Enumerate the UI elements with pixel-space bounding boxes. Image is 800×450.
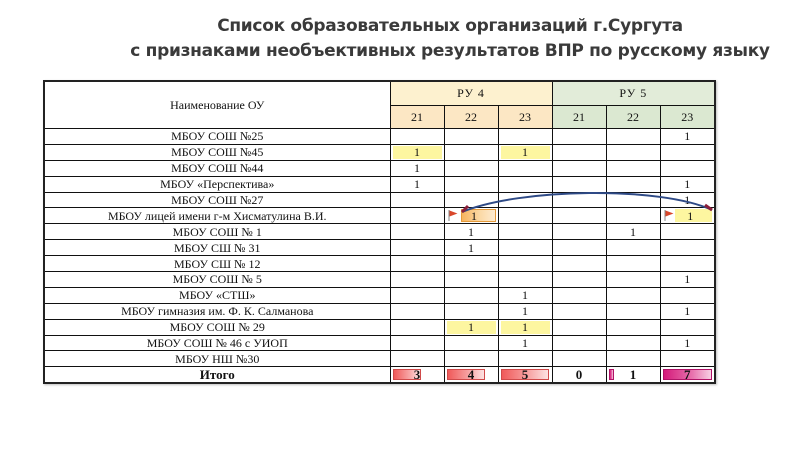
value-cell <box>498 319 552 335</box>
value-cell <box>660 272 715 288</box>
school-name: МБОУ СОШ № 46 с УИОП <box>44 335 390 351</box>
cell-value: 1 <box>414 145 420 160</box>
value-cell <box>552 272 606 288</box>
total-value: 4 <box>467 366 475 382</box>
value-cell <box>444 160 498 176</box>
value-cell <box>444 303 498 319</box>
table-row <box>44 129 715 145</box>
value-cell <box>606 208 660 224</box>
value-cell <box>498 176 552 192</box>
group-header-ru5: РУ 5 <box>552 81 715 105</box>
school-name: МБОУ СОШ №27 <box>44 192 390 208</box>
table-row <box>44 208 715 224</box>
value-cell <box>390 160 444 176</box>
value-cell <box>498 160 552 176</box>
total-label: Итого <box>44 367 390 383</box>
value-cell <box>390 192 444 208</box>
cell-value: 1 <box>468 224 474 239</box>
value-cell <box>552 319 606 335</box>
school-name: МБОУ гимназия им. Ф. К. Салманова <box>44 303 390 319</box>
table-row <box>44 303 715 319</box>
value-cell <box>444 129 498 145</box>
value-cell <box>498 129 552 145</box>
table-row <box>44 272 715 288</box>
year-header: 22 <box>606 105 660 128</box>
total-cell <box>498 367 552 383</box>
cell-value: 1 <box>414 177 420 192</box>
value-cell <box>552 240 606 256</box>
value-cell <box>660 160 715 176</box>
value-cell <box>552 176 606 192</box>
column-header-name: Наименование ОУ <box>44 81 390 129</box>
value-cell <box>390 224 444 240</box>
value-cell <box>390 351 444 367</box>
cell-value: 1 <box>468 240 474 255</box>
value-cell <box>552 335 606 351</box>
title-line-2: с признаками необъективных результатов ВПР по русскому языку <box>130 41 770 61</box>
total-cell <box>606 367 660 383</box>
value-cell <box>606 256 660 272</box>
cell-value: 1 <box>471 208 477 223</box>
total-value: 5 <box>521 366 529 382</box>
cell-value: 1 <box>684 304 691 319</box>
value-cell <box>606 335 660 351</box>
cell-value: 1 <box>687 208 694 223</box>
value-cell <box>660 319 715 335</box>
total-cell <box>444 367 498 383</box>
value-cell <box>660 335 715 351</box>
school-name: МБОУ СОШ № 29 <box>44 319 390 335</box>
value-cell <box>660 287 715 303</box>
group-header-ru4: РУ 4 <box>390 81 552 105</box>
school-name: МБОУ «СТШ» <box>44 287 390 303</box>
table-row <box>44 160 715 176</box>
cell-highlight <box>675 209 713 222</box>
value-cell <box>498 192 552 208</box>
value-cell <box>390 287 444 303</box>
value-cell <box>552 303 606 319</box>
cell-highlight <box>461 209 496 222</box>
value-cell <box>552 144 606 160</box>
value-cell <box>390 303 444 319</box>
value-cell <box>390 256 444 272</box>
data-bar <box>609 369 614 380</box>
cell-value: 1 <box>468 320 474 335</box>
value-cell <box>390 335 444 351</box>
value-cell <box>660 176 715 192</box>
value-cell <box>606 176 660 192</box>
cell-value: 1 <box>522 145 528 160</box>
value-cell <box>444 208 498 224</box>
value-cell <box>498 208 552 224</box>
value-cell <box>660 303 715 319</box>
total-cell <box>660 367 715 383</box>
value-cell <box>552 256 606 272</box>
value-cell <box>606 351 660 367</box>
value-cell <box>498 303 552 319</box>
value-cell <box>390 129 444 145</box>
table-row <box>44 335 715 351</box>
value-cell <box>552 351 606 367</box>
value-cell <box>660 192 715 208</box>
school-name: МБОУ СОШ №44 <box>44 160 390 176</box>
school-name: МБОУ СОШ № 1 <box>44 224 390 240</box>
value-cell <box>444 335 498 351</box>
value-cell <box>444 224 498 240</box>
school-name: МБОУ СОШ №25 <box>44 129 390 145</box>
school-name: МБОУ «Перспектива» <box>44 176 390 192</box>
total-value: 0 <box>575 366 583 382</box>
value-cell <box>444 144 498 160</box>
cell-value: 1 <box>414 161 420 176</box>
value-cell <box>606 144 660 160</box>
value-cell <box>660 256 715 272</box>
value-cell <box>498 287 552 303</box>
total-value: 1 <box>629 366 637 382</box>
value-cell <box>660 240 715 256</box>
school-name: МБОУ НШ №30 <box>44 351 390 367</box>
value-cell <box>606 287 660 303</box>
cell-value: 1 <box>522 288 528 303</box>
value-cell <box>390 240 444 256</box>
value-cell <box>390 144 444 160</box>
cell-value: 1 <box>522 336 528 351</box>
cell-value: 1 <box>684 193 691 207</box>
total-value: 3 <box>413 366 421 382</box>
value-cell <box>660 129 715 145</box>
value-cell <box>444 176 498 192</box>
school-name: МБОУ СШ № 31 <box>44 240 390 256</box>
value-cell <box>498 224 552 240</box>
table-row <box>44 351 715 367</box>
value-cell <box>390 208 444 224</box>
value-cell <box>498 240 552 256</box>
cell-value: 1 <box>684 129 691 144</box>
title-line-1: Список образовательных организаций г.Сургута <box>217 16 683 36</box>
value-cell <box>606 129 660 145</box>
school-name: МБОУ СОШ №45 <box>44 144 390 160</box>
value-cell <box>498 335 552 351</box>
value-cell <box>660 208 715 224</box>
cell-value: 1 <box>522 304 528 319</box>
cell-value: 1 <box>630 224 636 239</box>
value-cell <box>606 224 660 240</box>
value-cell <box>498 256 552 272</box>
value-cell <box>390 176 444 192</box>
header-row-groups <box>44 81 715 105</box>
value-cell <box>444 256 498 272</box>
year-header: 21 <box>390 105 444 128</box>
year-header: 21 <box>552 105 606 128</box>
year-header: 22 <box>444 105 498 128</box>
table-row <box>44 176 715 192</box>
value-cell <box>444 240 498 256</box>
cell-value: 1 <box>684 336 691 351</box>
results-table <box>43 80 716 384</box>
value-cell <box>606 272 660 288</box>
value-cell <box>552 224 606 240</box>
value-cell <box>606 240 660 256</box>
year-header: 23 <box>498 105 552 128</box>
value-cell <box>444 272 498 288</box>
table-row <box>44 192 715 208</box>
year-header: 23 <box>660 105 715 128</box>
table-row <box>44 240 715 256</box>
value-cell <box>552 287 606 303</box>
table-row <box>44 256 715 272</box>
flag-icon <box>448 210 458 221</box>
value-cell <box>498 144 552 160</box>
value-cell <box>444 319 498 335</box>
value-cell <box>444 287 498 303</box>
value-cell <box>606 319 660 335</box>
value-cell <box>498 351 552 367</box>
cell-value: 1 <box>522 320 528 335</box>
value-cell <box>606 192 660 208</box>
total-cell <box>390 367 444 383</box>
table-row <box>44 287 715 303</box>
value-cell <box>390 319 444 335</box>
table-row <box>44 224 715 240</box>
school-name: МБОУ лицей имени г-м Хисматулина В.И. <box>44 208 390 224</box>
school-name: МБОУ СШ № 12 <box>44 256 390 272</box>
value-cell <box>444 192 498 208</box>
total-row <box>44 367 715 383</box>
total-cell <box>552 367 606 383</box>
slide-title <box>100 14 800 64</box>
data-bar <box>447 366 486 382</box>
value-cell <box>660 351 715 367</box>
value-cell <box>552 129 606 145</box>
cell-value: 1 <box>684 177 691 192</box>
school-name: МБОУ СОШ № 5 <box>44 272 390 288</box>
value-cell <box>498 272 552 288</box>
cell-value: 1 <box>684 272 691 287</box>
value-cell <box>390 272 444 288</box>
table-row <box>44 144 715 160</box>
value-cell <box>606 303 660 319</box>
value-cell <box>660 144 715 160</box>
value-cell <box>606 160 660 176</box>
value-cell <box>552 160 606 176</box>
flag-icon <box>664 210 674 221</box>
table-row <box>44 319 715 335</box>
value-cell <box>552 208 606 224</box>
value-cell <box>660 224 715 240</box>
value-cell <box>444 351 498 367</box>
value-cell <box>552 192 606 208</box>
total-value: 7 <box>684 366 691 382</box>
